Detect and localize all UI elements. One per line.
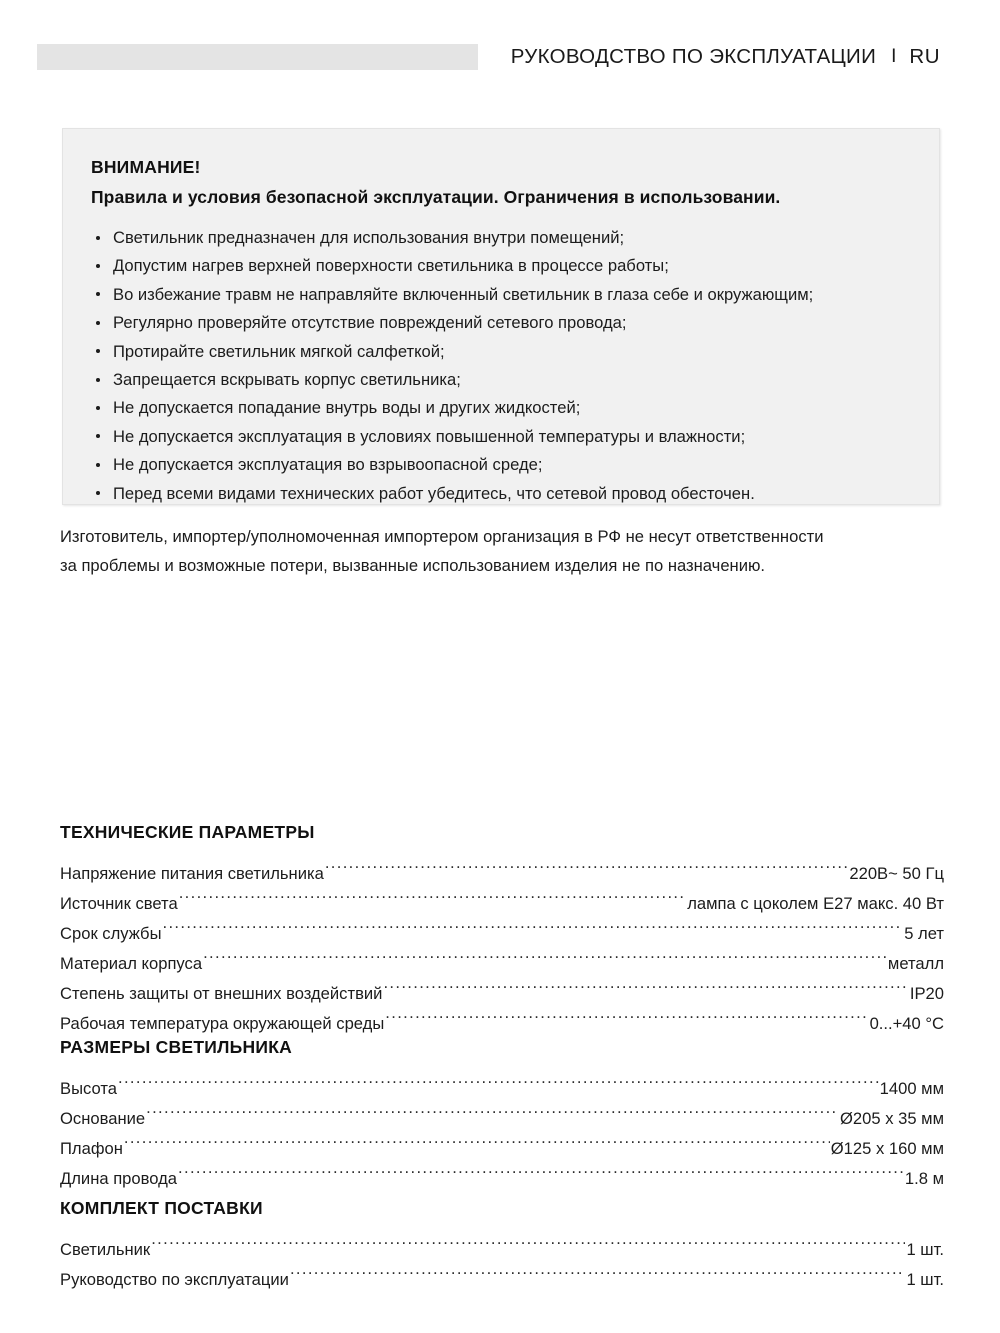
warning-title: ВНИМАНИЕ! [91,157,201,177]
list-item-text: Не допускается попадание внутрь воды и других жидкостей; [113,398,581,418]
list-item-text: Запрещается вскрывать корпус светильника; [113,370,461,390]
spec-label: Степень защиты от внешних воздействий [60,984,383,1003]
disclaimer-line-2: за проблемы и возможные потери, вызванные использованием изделия не по назначению. [60,556,766,575]
section-heading-technical: ТЕХНИЧЕСКИЕ ПАРАМЕТРЫ [60,822,315,842]
bullet-icon [96,378,100,382]
bundle-section [60,1198,944,1295]
dot-leader [146,1107,839,1124]
spec-value: 5 лет [904,924,944,943]
list-item [91,394,909,422]
table-row [60,1164,944,1194]
bullet-icon [96,434,100,438]
dot-leader [118,1077,879,1094]
table-row [60,919,944,949]
bullet-icon [96,491,100,495]
spec-label: Руководство по эксплуатации [60,1270,289,1289]
header-gray-bar [37,44,478,70]
spec-label: Рабочая температура окружающей среды [60,1014,385,1033]
page-title: РУКОВОДСТВО ПО ЭКСПЛУАТАЦИИ [510,45,877,68]
spec-label: Плафон [60,1139,123,1158]
list-item-text: Допустим нагрев верхней поверхности светильника в процессе работы; [113,256,669,276]
spec-value: 1 шт. [906,1240,944,1259]
spec-value: лампа с цоколем E27 макс. 40 Вт [687,894,944,913]
language-code: RU [909,45,940,68]
bullet-icon [96,236,100,240]
table-row [60,1104,944,1134]
table-row [60,1235,944,1265]
list-item [91,480,909,508]
list-item-text: Не допускается эксплуатация во взрывоопасной среде; [113,455,543,475]
dot-leader [290,1268,906,1285]
table-row [60,1009,944,1039]
bullet-icon [96,406,100,410]
header-title-group [478,45,1000,69]
spec-label: Источник света [60,894,178,913]
spec-label: Основание [60,1109,146,1128]
dot-leader [385,1012,868,1029]
dimensions-rows [60,1074,944,1194]
spec-label: Высота [60,1079,117,1098]
dot-leader [203,952,887,969]
table-row [60,1134,944,1164]
dot-leader [124,1137,830,1154]
dot-leader [179,892,687,909]
bullet-icon [96,321,100,325]
bundle-rows [60,1235,944,1295]
dimensions-section [60,1037,944,1194]
list-item-text: Не допускается эксплуатация в условиях повышенной температуры и влажности; [113,426,746,446]
table-row [60,1265,944,1295]
list-item-text: Протирайте светильник мягкой салфеткой; [113,341,445,361]
technical-parameters-rows [60,859,944,1039]
warning-list [91,224,909,508]
bullet-icon [96,264,100,268]
list-item-text: Светильник предназначен для использования внутри помещений; [113,228,625,247]
spec-value: 220В~ 50 Гц [849,864,944,883]
list-item [91,224,909,252]
spec-value: 1.8 м [904,1169,944,1188]
header-separator: I [891,46,897,67]
dot-leader [178,1167,904,1184]
list-item-text: Регулярно проверяйте отсутствие повреждений сетевого провода; [113,313,627,333]
section-heading-dimensions: РАЗМЕРЫ СВЕТИЛЬНИКА [60,1037,293,1057]
spec-value: Ø125 x 160 мм [830,1139,944,1158]
section-heading-bundle: КОМПЛЕКТ ПОСТАВКИ [60,1198,263,1218]
list-item [91,252,909,280]
warning-box [62,128,940,505]
disclaimer-paragraph [60,522,944,580]
bullet-icon [96,463,100,467]
list-item [91,281,909,309]
spec-value: IP20 [909,984,944,1003]
spec-value: 1 шт. [906,1270,944,1289]
spec-value: Ø205 x 35 мм [840,1109,944,1128]
bullet-icon [96,292,100,296]
table-row [60,979,944,1009]
list-item [91,338,909,366]
dot-leader [383,982,908,999]
spec-label: Срок службы [60,924,162,943]
dot-leader [151,1238,905,1255]
bullet-icon [96,349,100,353]
dot-leader [325,862,849,879]
table-row [60,1074,944,1104]
list-item [91,423,909,451]
spec-label: Длина провода [60,1169,178,1188]
page-header [0,40,1000,74]
technical-parameters-section [60,822,944,1039]
spec-label: Светильник [60,1240,151,1259]
list-item-text: Перед всеми видами технических работ убедитесь, что сетевой провод обесточен. [113,483,755,503]
table-row [60,949,944,979]
spec-value: металл [887,954,944,973]
list-item [91,451,909,479]
table-row [60,859,944,889]
table-row [60,889,944,919]
spec-value: 0...+40 °C [869,1014,944,1033]
dot-leader [163,922,904,939]
list-item [91,309,909,337]
spec-label: Напряжение питания светильника [60,864,324,883]
list-item-text: Во избежание травм не направляйте включенный светильник в глаза себе и окружающим; [113,284,814,304]
spec-label: Материал корпуса [60,954,203,973]
warning-subtitle: Правила и условия безопасной эксплуатации. Ограничения в использовании. [91,187,781,207]
spec-value: 1400 мм [879,1079,944,1098]
list-item [91,366,909,394]
disclaimer-line-1: Изготовитель, импортер/уполномоченная импортером организация в РФ не несут ответственности [60,527,824,546]
